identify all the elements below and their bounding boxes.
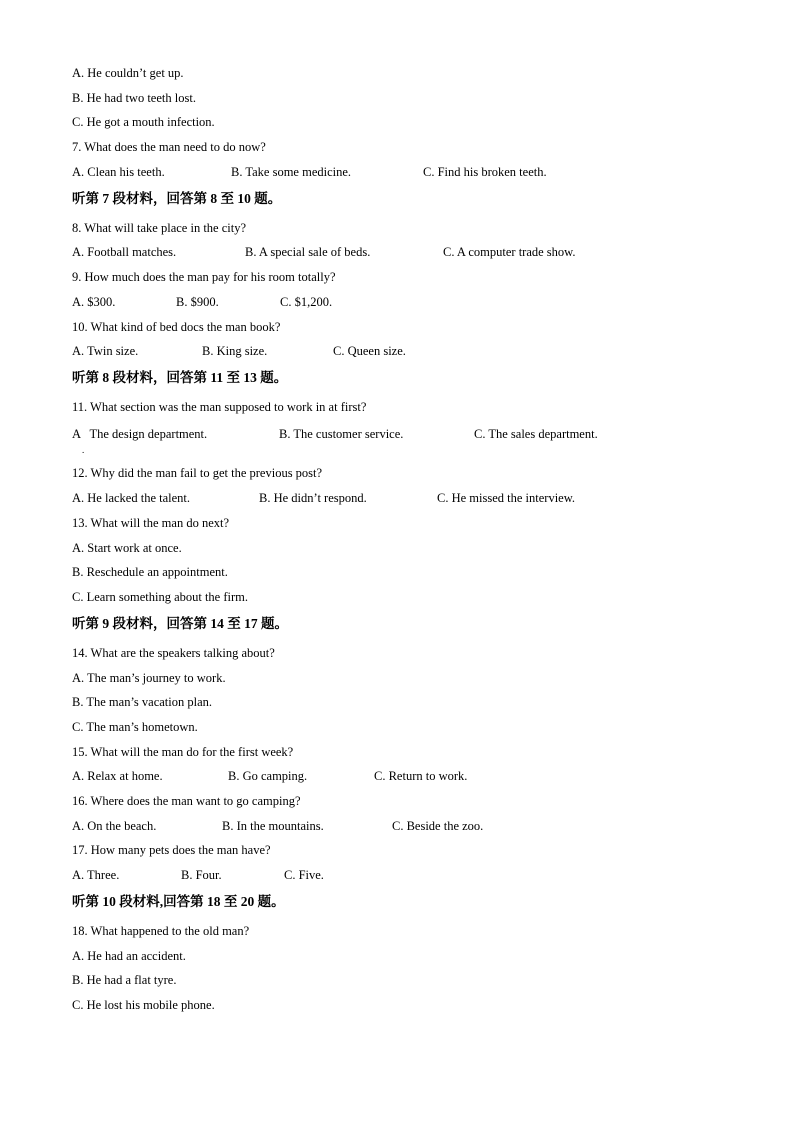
question-14: 14. What are the speakers talking about? <box>72 646 275 660</box>
q10-option-a: A. Twin size. <box>72 344 139 358</box>
q14-option-b: B. The man’s vacation plan. <box>72 695 213 709</box>
q13-option-a: A. Start work at once. <box>72 541 182 555</box>
question-16: 16. Where does the man want to go camping? <box>72 794 301 808</box>
q11-option-a: A The design department. <box>72 427 208 441</box>
section-heading-7: 听第 7 段材料，回答第 8 至 10 题。 <box>72 191 282 206</box>
q16-option-a: A. On the beach. <box>72 819 157 833</box>
q13-option-c: C. Learn something about the firm. <box>72 590 249 604</box>
stray-mark: . <box>82 445 85 455</box>
q6-option-a: A. He couldn’t get up. <box>72 66 184 80</box>
question-18: 18. What happened to the old man? <box>72 924 250 938</box>
q6-option-b: B. He had two teeth lost. <box>72 91 196 105</box>
q9-option-b: B. $900. <box>176 295 219 309</box>
q8-option-b: B. A special sale of beds. <box>245 245 371 259</box>
q11-option-c: C. The sales department. <box>474 427 598 441</box>
question-10: 10. What kind of bed docs the man book? <box>72 320 281 334</box>
q6-option-c: C. He got a mouth infection. <box>72 115 215 129</box>
question-17: 17. How many pets does the man have? <box>72 843 271 857</box>
q13-option-b: B. Reschedule an appointment. <box>72 565 228 579</box>
q18-option-b: B. He had a flat tyre. <box>72 973 177 987</box>
q7-option-a: A. Clean his teeth. <box>72 165 165 179</box>
q18-option-a: A. He had an accident. <box>72 949 186 963</box>
q14-option-c: C. The man’s hometown. <box>72 720 198 734</box>
q18-option-c: C. He lost his mobile phone. <box>72 998 215 1012</box>
q7-option-c: C. Find his broken teeth. <box>423 165 547 179</box>
q8-option-c: C. A computer trade show. <box>443 245 576 259</box>
q12-option-b: B. He didn’t respond. <box>259 491 367 505</box>
q16-option-b: B. In the mountains. <box>222 819 324 833</box>
q12-option-c: C. He missed the interview. <box>437 491 576 505</box>
q8-option-a: A. Football matches. <box>72 245 177 259</box>
section-heading-9: 听第 9 段材料，回答第 14 至 17 题。 <box>72 616 288 631</box>
question-13: 13. What will the man do next? <box>72 516 230 530</box>
q15-option-a: A. Relax at home. <box>72 769 163 783</box>
question-11: 11. What section was the man supposed to work in at first? <box>72 400 367 414</box>
q12-option-a: A. He lacked the talent. <box>72 491 191 505</box>
q17-option-b: B. Four. <box>181 868 222 882</box>
q11-option-b: B. The customer service. <box>279 427 404 441</box>
question-7: 7. What does the man need to do now? <box>72 140 266 154</box>
question-8: 8. What will take place in the city? <box>72 221 247 235</box>
q7-option-b: B. Take some medicine. <box>231 165 352 179</box>
q14-option-a: A. The man’s journey to work. <box>72 671 226 685</box>
q15-option-b: B. Go camping. <box>228 769 308 783</box>
question-15: 15. What will the man do for the first week? <box>72 745 294 759</box>
q17-option-a: A. Three. <box>72 868 120 882</box>
q9-option-a: A. $300. <box>72 295 116 309</box>
q10-option-c: C. Queen size. <box>333 344 406 358</box>
section-heading-10: 听第 10 段材料,回答第 18 至 20 题。 <box>72 894 285 909</box>
q9-option-c: C. $1,200. <box>280 295 333 309</box>
question-12: 12. Why did the man fail to get the previous post? <box>72 466 323 480</box>
q15-option-c: C. Return to work. <box>374 769 468 783</box>
q16-option-c: C. Beside the zoo. <box>392 819 484 833</box>
section-heading-8: 听第 8 段材料，回答第 11 至 13 题。 <box>72 370 288 385</box>
q17-option-c: C. Five. <box>284 868 324 882</box>
question-9: 9. How much does the man pay for his room totally? <box>72 270 336 284</box>
q10-option-b: B. King size. <box>202 344 268 358</box>
